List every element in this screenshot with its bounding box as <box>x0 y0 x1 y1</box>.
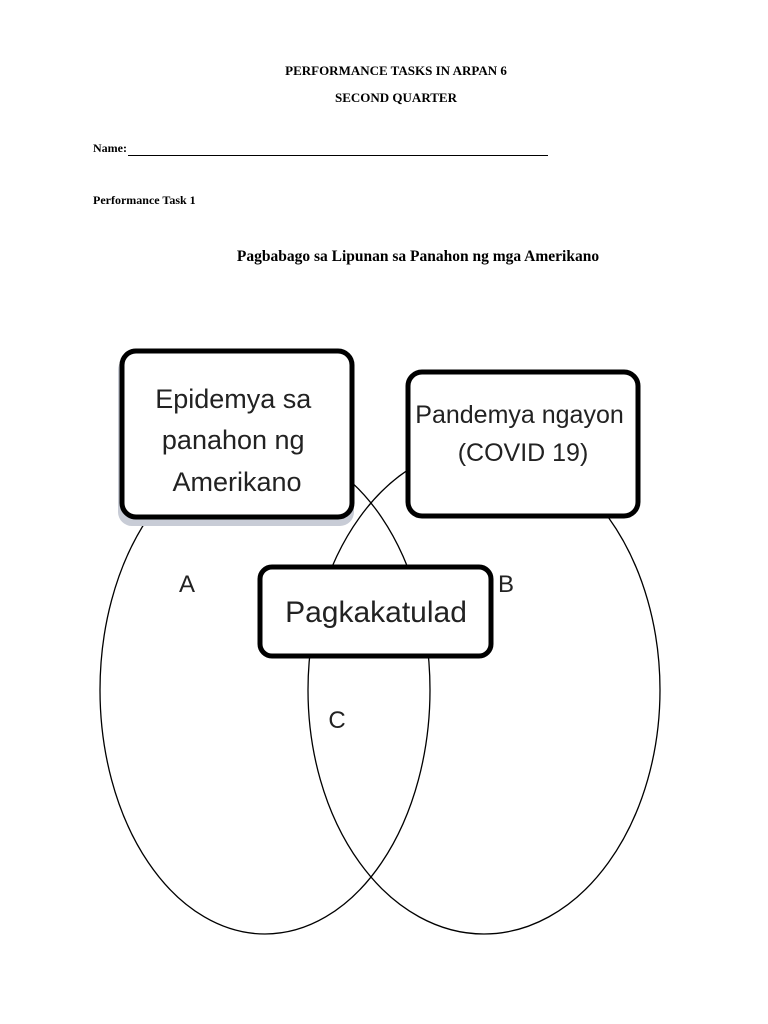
left-box-line-2: panahon ng <box>161 425 305 455</box>
svg-text:Epidemya sa panahon ng <box>155 384 319 497</box>
right-box-line-2: (COVID 19) <box>457 439 589 467</box>
right-circle <box>308 446 660 934</box>
region-a-label: A <box>178 571 196 598</box>
left-box-line-3: Amerikano <box>172 467 302 497</box>
task-label: Performance Task 1 <box>93 193 196 207</box>
right-box-line-1: Pandemya ngayon <box>415 401 624 429</box>
center-box-label: Pagkakatulad <box>285 596 467 629</box>
region-c-label: C <box>328 707 346 734</box>
region-b-label: B <box>497 571 515 598</box>
name-label: Name: <box>93 141 127 155</box>
document-quarter: SECOND QUARTER <box>335 90 457 105</box>
task-subtitle: Pagbabago sa Lipunan sa Panahon ng mga Amerikano <box>236 248 600 265</box>
document-title: PERFORMANCE TASKS IN ARPAN 6 <box>285 63 507 78</box>
left-box-line-1: Epidemya sa <box>155 384 312 414</box>
